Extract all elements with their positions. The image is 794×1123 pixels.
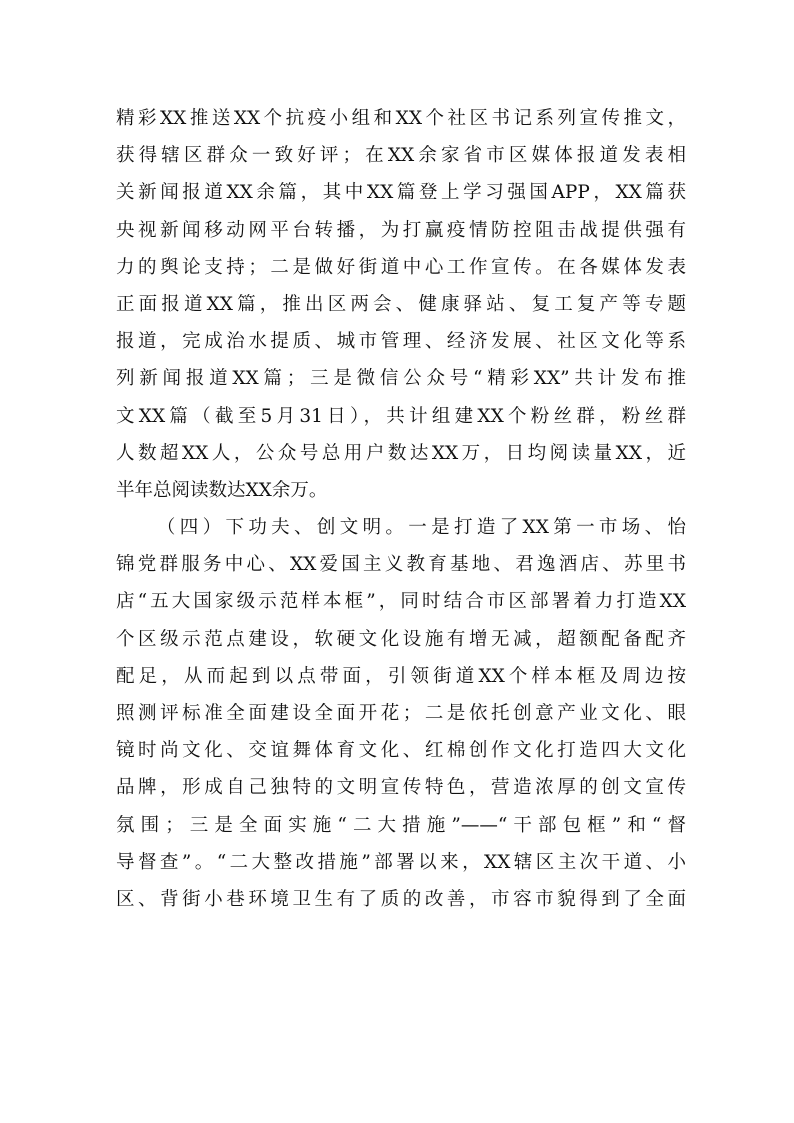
text-line: 文XX篇（截至5月31日），共计组建XX个粉丝群，粉丝群 bbox=[116, 405, 686, 427]
text-line: 区、背街小巷环境卫生有了质的改善，市容市貌得到了全面 bbox=[116, 888, 686, 910]
text-line: 配足，从而起到以点带面，引领街道XX个样本框及周边按 bbox=[116, 665, 686, 687]
text-line: 店“五大国家级示范样本框”，同时结合市区部署着力打造XX bbox=[116, 591, 686, 613]
body-text bbox=[116, 100, 686, 918]
text-line: 精彩XX推送XX个抗疫小组和XX个社区书记系列宣传推文， bbox=[116, 108, 686, 129]
text-line: 锦党群服务中心、XX爱国主义教育基地、君逸酒店、苏里书 bbox=[116, 554, 686, 576]
text-line: 品牌，形成自己独特的文明宣传特色，营造浓厚的创文宣传 bbox=[116, 777, 686, 799]
text-line: 镜时尚文化、交谊舞体育文化、红棉创作文化打造四大文化 bbox=[116, 740, 686, 762]
text-line: 报道，完成治水提质、城市管理、经济发展、社区文化等系 bbox=[116, 331, 686, 353]
text-line: 个区级示范点建设，软硬文化设施有增无减，超额配备配齐 bbox=[116, 628, 686, 650]
text-line: 照测评标准全面建设全面开花；二是依托创意产业文化、眼 bbox=[116, 703, 686, 724]
section-heading-line: （四）下功夫、创文明。一是打造了XX第一市场、怡 bbox=[116, 517, 686, 539]
text-line: 人数超XX人，公众号总用户数达XX万，日均阅读量XX，近 bbox=[116, 442, 686, 464]
text-line: 央视新闻移动网平台转播，为打赢疫情防控阻击战提供强有 bbox=[116, 219, 686, 241]
text-line: 半年总阅读数达XX余万。 bbox=[116, 479, 328, 501]
text-line: 列新闻报道XX篇；三是微信公众号“精彩XX”共计发布推 bbox=[116, 368, 686, 390]
text-line: 关新闻报道XX余篇，其中XX篇登上学习强国APP，XX篇获 bbox=[116, 182, 686, 204]
text-line: 氛围；三是全面实施“二大措施”——“干部包框”和“督 bbox=[116, 814, 686, 836]
text-line: 力的舆论支持；二是做好街道中心工作宣传。在各媒体发表 bbox=[116, 256, 686, 278]
text-line: 正面报道XX篇，推出区两会、健康驿站、复工复产等专题 bbox=[116, 293, 686, 315]
text-line: 导督查”。“二大整改措施”部署以来，XX辖区主次干道、小 bbox=[116, 851, 686, 873]
text-line: 获得辖区群众一致好评；在XX余家省市区媒体报道发表相 bbox=[116, 145, 686, 167]
